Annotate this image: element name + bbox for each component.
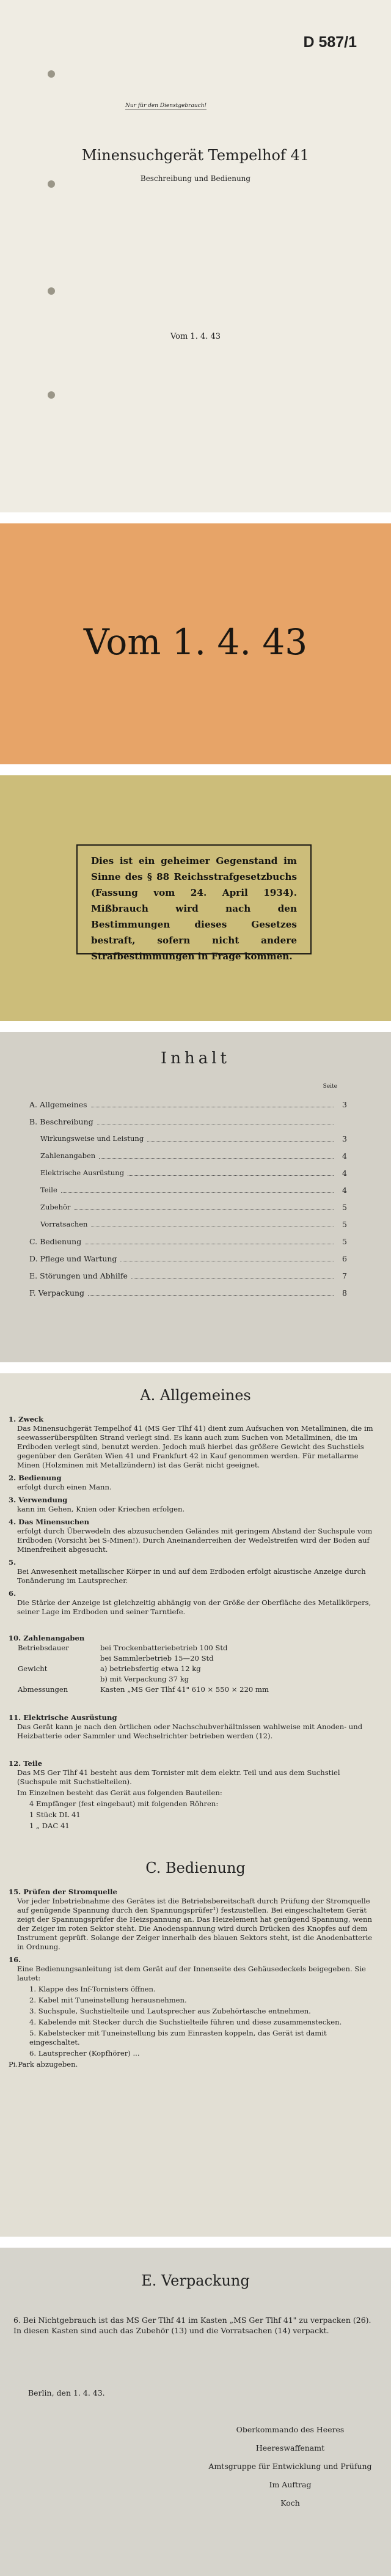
contents-label: F. Verpackung [29,1288,85,1297]
contents-row [29,1233,347,1250]
contents-page: 6 [342,1253,347,1263]
cover-title: Minensuchgerät Tempelhof 41 [82,147,309,164]
teile-list-item: 4 Empfänger (fest eingebaut) mit folgenden Röhren: [29,1799,219,1808]
secrecy-warning: Dies ist ein geheimer Gegenstand im Sinne des § 88 Reichsstrafgesetzbuchs (Fassung vom 24. April 1934). Mißbrauch wird nach den Bestimmungen dieses Gesetzes bestraft, sofern nicht andere Strafbestimmungen in Frage kommen. [76,844,312,954]
contents-page: 3 [342,1099,347,1109]
instruction-step: 2. Kabel mit Tuneinstellung herausnehmen. [29,1996,187,2004]
leader-dots [120,1255,334,1261]
zahlen-row [17,1664,269,1674]
zahlen-key: Abmessungen [18,1685,68,1694]
leader-dots [91,1221,334,1227]
item-heading: 6. [9,1589,16,1598]
zahlen-value: b) mit Verpackung 37 kg [100,1675,189,1683]
teile-block [9,1755,375,1832]
contents-label: Vorratsachen [40,1220,88,1228]
item-text: Vor jeder Inbetriebnahme des Gerätes ist die Betriebsbereitschaft durch Prüfung der Stromquelle auf genügende Spannung durch den Spannungsprüfer¹) festzustellen. Bei eingeschaltetem Gerät zeigt der Spannungsprüfer die Heizspannung an. Das Heizelement hat genügend Spannung, wenn der Zeiger im roten Sektor steht. Die Anodenspannung wird durch Drücken des Knopfes auf dem Instrument geprüft. Solange der Zeiger innerhalb des blauen Sektors steht, ist die Anodenbatterie in Ordnung. [17,1897,373,1951]
instruction-step: 5. Kabelstecker mit Tuneinstellung bis zum Einrasten koppeln, das Gerät ist damit eingeschaltet. [29,2029,327,2046]
contents-label: C. Bedienung [29,1236,82,1246]
contents-page: 5 [342,1219,347,1229]
zahlen-value: Kasten „MS Ger Tlhf 41" 610 × 550 × 220 mm [100,1685,269,1694]
contents-list [29,1096,347,1301]
leader-dots [85,1238,334,1244]
section-heading: A. Allgemeines [140,1387,251,1404]
item-text: Bei Anwesenheit metallischer Körper in und auf dem Erdboden erfolgt akustische Anzeige durch Tonänderung im Lautsprecher. [17,1567,366,1585]
zahlen-key: Gewicht [18,1664,48,1673]
teile-text: Das MS Ger Tlhf 41 besteht aus dem Tornister mit dem elektr. Teil und aus dem Suchstiel (Suchspule mit Suchstielteilen). [17,1768,340,1786]
contents-page: 4 [342,1151,347,1161]
item-heading: 4. Das Minensuchen [9,1518,89,1526]
contents-label: Zahlenangaben [40,1151,96,1160]
instruction-step: 1. Klappe des Inf-Tornisters öffnen. [29,1985,156,1993]
zahlen-key [17,1653,100,1664]
leader-dots [99,1153,334,1159]
contents-label: A. Allgemeines [29,1099,87,1109]
zahlen-value: bei Trockenbatteriebetrieb 100 Std [100,1644,228,1652]
signature-line: Amtsgruppe für Entwicklung und Prüfung [208,2462,372,2471]
date-closeup-photo [0,523,391,764]
contents-heading: Inhalt [160,1049,231,1068]
contents-row [29,1164,347,1181]
elektr-block [9,1710,375,1743]
contents-page: 4 [342,1168,347,1178]
contents-row [29,1250,347,1267]
zahlen-row [17,1674,269,1685]
classification-note: Nur für den Dienstgebrauch! [125,103,207,109]
punch-hole [48,70,55,78]
contents-label: Wirkungsweise und Leistung [40,1134,144,1143]
instruction-step: 6. Lautsprecher (Kopfhörer) ... [29,2049,140,2057]
zahlen-block [9,1630,375,1695]
cover-photo [0,0,391,512]
document-id: D 587/1 [303,34,357,51]
zahlen-row [17,1643,269,1653]
cover-date: Vom 1. 4. 43 [170,332,221,341]
contents-label: Zubehör [40,1203,71,1211]
item-heading: 5. [9,1558,16,1567]
text-page-photo [0,1373,391,2237]
contents-page: 8 [342,1288,347,1297]
closeup-date: Vom 1. 4. 43 [83,621,308,663]
contents-row [29,1216,347,1233]
contents-page: 7 [342,1271,347,1280]
place-date: Berlin, den 1. 4. 43. [28,2388,105,2397]
contents-page: 3 [342,1134,347,1143]
teile-list-item: 1 „ DAC 41 [29,1821,70,1830]
item-heading: 16. [9,1955,21,1964]
instruction-step: 4. Kabelende mit Stecker durch die Suchstielteile führen und diese zusammenstecken. [29,2018,342,2026]
leader-dots [147,1135,334,1142]
teile-detail: Im Einzelnen besteht das Gerät aus folgenden Bauteilen: [17,1788,222,1797]
signature-line: Heereswaffenamt [255,2443,325,2452]
contents-label: Teile [40,1186,57,1194]
contents-label: E. Störungen und Abhilfe [29,1271,128,1280]
contents-row [29,1130,347,1147]
leader-dots [131,1272,334,1279]
contents-row [29,1181,347,1198]
leader-dots [61,1187,334,1193]
item-text: Das Minensuchgerät Tempelhof 41 (MS Ger Tlhf 41) dient zum Aufsuchen von Metallminen, die im seewasserüberspülten Strand verlegt sind. Es kann auch zum Suchen von Metallminen, die im Erdboden verlegt sind, benutzt werden. Jedoch muß hierbei das größere Gewicht des Suchstiels gegenüber den Geräten Wien 41 und Frankfurt 42 in Kauf genommen werden. Für metallarme Minen (Holzminen mit Metallzündern) ist das Gerät nicht geeignet. [17,1424,373,1469]
contents-label: Elektrische Ausrüstung [40,1168,125,1177]
teile-list-item: 1 Stück DL 41 [29,1810,81,1819]
page-column-label: Seite [323,1083,337,1090]
elektr-text: Das Gerät kann je nach den örtlichen oder Nachschubverhältnissen wahlweise mit Anoden- und Heizbatterie oder Sammler und Wechselrichter betrieben werden (12). [17,1722,363,1740]
item-heading: 2. Bedienung [9,1474,62,1482]
item-text: Die Stärke der Anzeige ist gleichzeitig abhängig von der Größe der Oberfläche des Metallkörpers, seiner Lage im Erdboden und seiner Tarntiefe. [17,1598,371,1616]
item-text: Eine Bedienungsanleitung ist dem Gerät auf der Innenseite des Gehäusedeckels beigegeben. Sie lautet: [17,1965,366,1982]
cover-subtitle: Beschreibung und Bedienung [140,174,251,183]
leader-dots [97,1118,334,1124]
bedienung-block [9,1884,375,2071]
verpackung-photo [0,2248,391,2576]
punch-hole [48,391,55,399]
teile-heading: 12. Teile [9,1759,43,1768]
zahlen-key [17,1674,100,1685]
contents-row [29,1147,347,1164]
contents-photo [0,1032,391,1362]
item-heading: 15. Prüfen der Stromquelle [9,1888,117,1896]
teile-list [9,1799,375,1831]
item-text: erfolgt durch einen Mann. [17,1483,112,1491]
zahlen-row [17,1685,269,1695]
warning-photo [0,775,391,1021]
instruction-step: 3. Suchspule, Suchstielteile und Lautsprecher aus Zubehörtasche entnehmen. [29,2007,311,2015]
verpackung-text: 6. Bei Nichtgebrauch ist das MS Ger Tlhf 41 im Kasten „MS Ger Tlhf 41" zu verpacken (26). In diesen Kasten sind auch das Zubehör (13) und die Vorratsachen (14) verpackt. [13,2316,371,2335]
leader-dots [128,1170,334,1176]
leader-dots [91,1101,334,1107]
item-heading: 1. Zweck [9,1415,44,1423]
allgemeines-block [9,1411,375,1618]
zahlen-heading: 10. Zahlenangaben [9,1634,85,1642]
section-heading: C. Bedienung [145,1859,246,1877]
item-text: kann im Gehen, Knien oder Kriechen erfolgen. [17,1505,185,1513]
contents-page: 4 [342,1185,347,1195]
contents-row [29,1284,347,1301]
leader-dots [74,1204,334,1210]
zahlen-table [17,1643,269,1695]
elektr-heading: 11. Elektrische Ausrüstung [9,1713,117,1722]
signature-line: Oberkommando des Heeres [236,2425,345,2434]
zahlen-value: bei Sammlerbetrieb 15—20 Std [100,1654,214,1663]
item-heading: 3. Verwendung [9,1496,68,1504]
zahlen-row [17,1653,269,1664]
contents-label: D. Pflege und Wartung [29,1253,117,1263]
zahlen-value: a) betriebsfertig etwa 12 kg [100,1664,201,1673]
contents-row [29,1113,347,1130]
signature-line: Koch [280,2498,300,2508]
leader-dots [88,1290,334,1296]
contents-page: 5 [342,1202,347,1212]
footnote: Pi.Park abzugeben. [9,2060,78,2069]
section-heading: E. Verpackung [141,2272,250,2289]
signature-line: Im Auftrag [269,2480,312,2489]
zahlen-key: Betriebsdauer [18,1644,69,1652]
contents-label: B. Beschreibung [29,1116,93,1126]
item-text: erfolgt durch Überwedeln des abzusuchenden Geländes mit geringem Abstand der Suchspule vom Erdboden (Vorsicht bei S-Minen!). Durch Aneinanderreihen der Wedelstreifen wird der Boden auf Minenfreiheit abgesucht. [17,1527,373,1554]
contents-row [29,1267,347,1284]
contents-page: 5 [342,1236,347,1246]
punch-hole [48,287,55,295]
contents-row [29,1096,347,1113]
contents-row [29,1198,347,1216]
